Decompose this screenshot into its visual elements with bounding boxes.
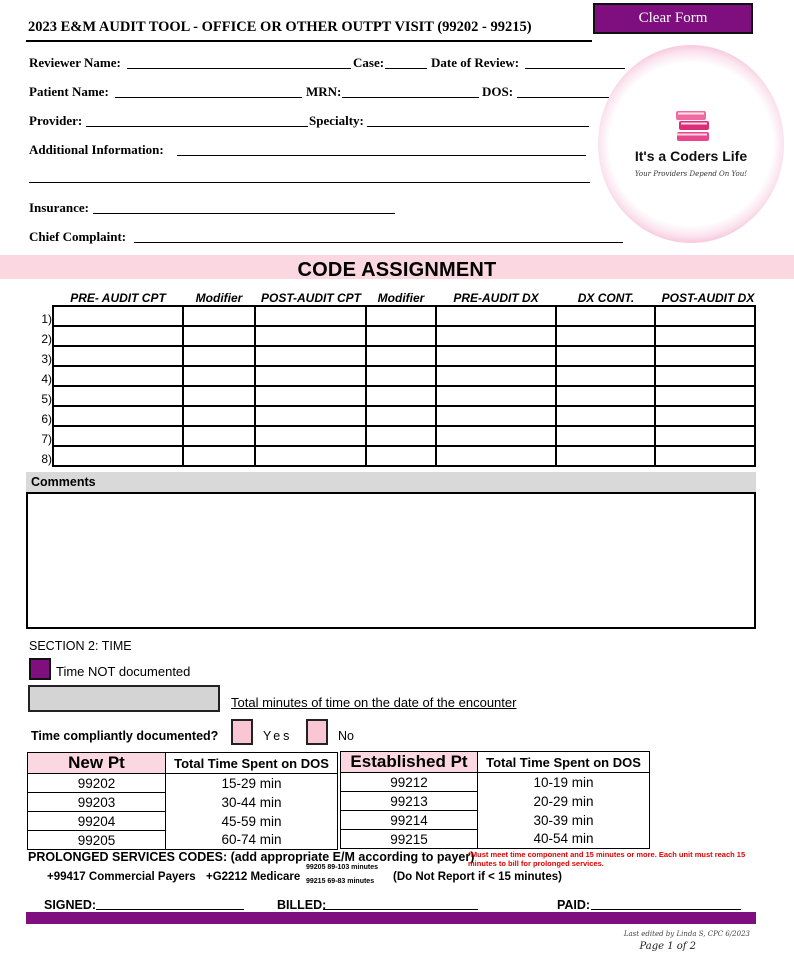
- chief-complaint-label: Chief Complaint:: [29, 229, 127, 244]
- dos-field[interactable]: [517, 85, 617, 98]
- date-of-review-label: Date of Review:: [431, 55, 520, 70]
- established-pt-time: 30-39 min: [478, 811, 650, 830]
- additional-info-label: Additional Information:: [29, 142, 164, 157]
- col-modifier-1: Modifier: [195, 291, 243, 305]
- col-post-audit-cpt: POST-AUDIT CPT: [260, 291, 361, 305]
- table-row: [341, 792, 650, 811]
- specialty-label: Specialty:: [309, 113, 364, 128]
- mrn-label: MRN:: [306, 84, 342, 99]
- last-edited-note: Last edited by Linda S, CPC 6/2023: [623, 930, 750, 938]
- established-pt-time-header: Total Time Spent on DOS: [478, 752, 650, 773]
- footer-bar: [26, 912, 756, 924]
- no-checkbox[interactable]: [306, 719, 328, 745]
- new-pt-time: 45-59 min: [166, 812, 338, 831]
- case-label: Case:: [353, 55, 385, 70]
- yes-label: Yes: [263, 729, 293, 743]
- new-pt-code: 99205: [28, 831, 166, 850]
- provider-field[interactable]: [86, 114, 308, 127]
- established-pt-code: 99212: [341, 773, 478, 792]
- additional-info-field[interactable]: [177, 143, 586, 156]
- new-pt-time: 15-29 min: [166, 774, 338, 793]
- row-number: 1): [41, 312, 52, 326]
- prolonged-services-note: *Must meet time component and 15 minutes or more. Each unit must reach 15 minutes to bill for prolonged services.: [468, 850, 746, 868]
- title-underline: [26, 40, 592, 42]
- new-pt-time: 60-74 min: [166, 831, 338, 850]
- code-assignment-title: CODE ASSIGNMENT: [297, 259, 497, 281]
- signed-label: SIGNED:: [44, 898, 97, 912]
- comments-label: Comments: [31, 475, 96, 489]
- established-pt-header: Established Pt: [341, 752, 478, 773]
- total-minutes-field[interactable]: [28, 685, 220, 712]
- page-title: 2023 E&M AUDIT TOOL - OFFICE OR OTHER OUTPT VISIT (99202 - 99215): [28, 19, 532, 35]
- insurance-label: Insurance:: [29, 200, 89, 215]
- col-pre-audit-dx: PRE-AUDIT DX: [453, 291, 539, 305]
- do-not-report-note: (Do Not Report if < 15 minutes): [393, 871, 562, 883]
- row-number: 2): [41, 332, 52, 346]
- new-pt-code: 99202: [28, 774, 166, 793]
- new-pt-code: 99203: [28, 793, 166, 812]
- logo-name: It's a Coders Life: [634, 148, 748, 164]
- established-pt-code: 99215: [341, 830, 478, 849]
- comments-header-bar: [26, 472, 756, 492]
- clear-form-button[interactable]: Clear Form: [593, 3, 753, 34]
- col-post-audit-dx: POST-AUDIT DX: [661, 291, 755, 305]
- yes-checkbox[interactable]: [231, 719, 253, 745]
- provider-label: Provider:: [29, 113, 83, 128]
- row-number: 6): [41, 412, 52, 426]
- established-pt-code: 99213: [341, 792, 478, 811]
- books-icon: [673, 108, 713, 144]
- col-modifier-2: Modifier: [377, 291, 425, 305]
- comments-textarea[interactable]: [26, 492, 756, 629]
- medicare-code: +G2212 Medicare: [206, 871, 301, 883]
- prolonged-services-label: PROLONGED SERVICES CODES: (add appropriate E/M according to payer): [28, 850, 475, 864]
- new-pt-code: 99204: [28, 812, 166, 831]
- table-row: [28, 774, 338, 793]
- row-number: 7): [41, 432, 52, 446]
- table-row: [28, 831, 338, 850]
- table-row: [341, 811, 650, 830]
- new-pt-time-header: Total Time Spent on DOS: [166, 753, 338, 774]
- chief-complaint-field[interactable]: [134, 230, 623, 243]
- time-compliant-label: Time compliantly documented?: [31, 729, 219, 743]
- section-2-title: SECTION 2: TIME: [29, 639, 132, 653]
- commercial-payers-code: +99417 Commercial Payers: [47, 871, 196, 883]
- established-pt-table: [340, 751, 650, 849]
- insurance-field[interactable]: [93, 201, 395, 214]
- table-row: [28, 793, 338, 812]
- billed-field[interactable]: [323, 897, 478, 910]
- table-row: [341, 773, 650, 792]
- dos-label: DOS:: [482, 84, 514, 99]
- row-number: 4): [41, 372, 52, 386]
- col-dx-cont: DX CONT.: [577, 291, 635, 305]
- established-pt-code: 99214: [341, 811, 478, 830]
- signed-field[interactable]: [96, 897, 244, 910]
- established-pt-time: 10-19 min: [478, 773, 650, 792]
- patient-name-field[interactable]: [115, 85, 302, 98]
- code-assignment-grid[interactable]: [52, 305, 756, 467]
- billed-label: BILLED:: [277, 898, 327, 912]
- row-number: 8): [41, 452, 52, 466]
- case-field[interactable]: [385, 56, 427, 69]
- additional-info-field-line-2[interactable]: [29, 170, 590, 183]
- new-pt-time: 30-44 min: [166, 793, 338, 812]
- paid-label: PAID:: [557, 898, 591, 912]
- row-number: 5): [41, 392, 52, 406]
- no-label: No: [338, 729, 354, 743]
- new-pt-header: New Pt: [28, 753, 166, 774]
- col-pre-audit-cpt: PRE- AUDIT CPT: [70, 291, 166, 305]
- page-number: Page 1 of 2: [639, 941, 696, 952]
- established-pt-time: 40-54 min: [478, 830, 650, 849]
- row-number: 3): [41, 352, 52, 366]
- time-not-documented-label: Time NOT documented: [56, 664, 191, 679]
- new-pt-table: [27, 752, 338, 850]
- date-of-review-field[interactable]: [525, 56, 625, 69]
- prolonged-range-new: 99205 89-103 minutes: [306, 864, 378, 871]
- paid-field[interactable]: [591, 897, 741, 910]
- established-pt-time: 20-29 min: [478, 792, 650, 811]
- patient-name-label: Patient Name:: [29, 84, 109, 99]
- total-minutes-label: Total minutes of time on the date of the encounter: [231, 695, 517, 710]
- logo-circle: [598, 45, 784, 243]
- reviewer-name-field[interactable]: [127, 56, 351, 69]
- mrn-field[interactable]: [342, 85, 479, 98]
- table-row: [28, 812, 338, 831]
- time-not-documented-checkbox[interactable]: [29, 658, 51, 680]
- prolonged-range-established: 99215 69-83 minutes: [306, 878, 375, 885]
- table-row: [341, 830, 650, 849]
- reviewer-name-label: Reviewer Name:: [29, 55, 121, 70]
- specialty-field[interactable]: [367, 114, 589, 127]
- logo-tagline: Your Providers Depend On You!: [634, 170, 748, 178]
